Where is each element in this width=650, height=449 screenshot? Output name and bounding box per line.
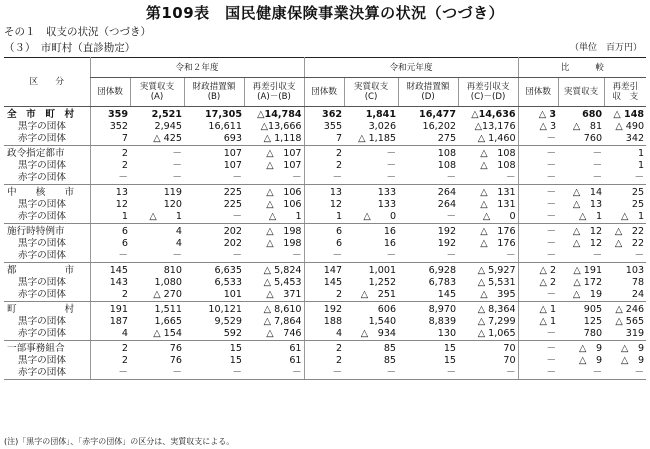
table-cell: △ 9 [621, 343, 645, 354]
table-cell: － [458, 367, 518, 380]
table-row [4, 355, 646, 367]
table-cell: － [344, 172, 398, 185]
table-cell: 2 [90, 341, 130, 356]
table-cell: － [130, 250, 184, 263]
table-cell: △ 5,531 [477, 277, 516, 288]
table-cell: △ 565 [615, 316, 645, 327]
table-cell: 4 [90, 328, 130, 341]
table-cell: 202 [223, 226, 242, 237]
table-cell: 592 [184, 328, 244, 341]
table-cell: 108 [437, 160, 457, 171]
table-cell: － [518, 367, 558, 380]
table-cell: △ 251 [344, 289, 398, 302]
header-fy-r1: 令和元年度 [304, 58, 518, 78]
table-row [4, 160, 646, 172]
table-cell: △ 1 [130, 211, 184, 224]
row-label: 赤字の団体 [4, 250, 90, 263]
row-label: 赤字の団体 [4, 328, 90, 341]
table-row [4, 277, 646, 289]
table-cell: 13 [90, 185, 130, 200]
table-cell: 120 [163, 199, 182, 210]
table-cell: 810 [163, 265, 182, 276]
header-actual-balance-a: 実質収支 (A) [130, 78, 184, 107]
table-cell: △13,176 [474, 121, 516, 132]
table-cell: － [184, 250, 244, 263]
table-cell: △ 9 [621, 355, 645, 366]
row-label: 政令指定都市 [7, 148, 65, 159]
table-cell: △ 148 [613, 109, 645, 120]
footnote: (注)「黒字の団体」、「赤字の団体」の区分は、実質収支による。 [4, 437, 235, 446]
header-fiscal-measure-b: 財政措置額 (B) [184, 78, 244, 107]
table-cell: △ 1 [244, 211, 304, 224]
header-count-r1: 団体数 [304, 78, 344, 107]
table-cell: 103 [625, 265, 645, 276]
table-cell: － [386, 160, 397, 171]
table-cell: △ 246 [615, 304, 645, 315]
table-cell: 4 [175, 226, 182, 237]
table-cell: △ 22 [614, 226, 645, 237]
table-cell: 147 [304, 263, 344, 278]
table-cell: 2 [304, 146, 344, 161]
table-cell: 61 [289, 343, 302, 354]
table-cell: － [184, 367, 244, 380]
table-cell: 1,511 [154, 304, 182, 315]
row-label: 施行時特例市 [7, 226, 65, 237]
table-cell: 76 [169, 343, 182, 354]
table-cell: 7 [90, 133, 130, 146]
table-cell: 192 [437, 226, 457, 237]
table-cell: △ 1 [604, 211, 646, 224]
table-cell: △ 0 [344, 211, 398, 224]
table-cell: － [458, 250, 518, 263]
row-label: 黒字の団体 [18, 238, 66, 249]
table-cell: 342 [604, 133, 646, 146]
row-label: 町 村 [7, 304, 75, 315]
row-label: 黒字の団体 [18, 277, 66, 288]
table-cell: 905 [583, 304, 603, 315]
table-cell: 108 [437, 148, 457, 159]
table-cell: － [90, 250, 130, 263]
table-row [4, 316, 646, 328]
table-cell: 680 [582, 109, 603, 120]
table-cell: △ 14 [572, 187, 603, 198]
table-cell: 70 [503, 343, 516, 354]
table-cell: － [90, 367, 130, 380]
table-cell: 15 [443, 343, 457, 354]
table-cell: △ 5,927 [477, 265, 516, 276]
table-cell: － [518, 133, 558, 146]
table-cell: △ 1,118 [244, 133, 304, 146]
header-actual-balance-c: 実質収支 (C) [344, 78, 398, 107]
table-cell: － [398, 172, 458, 185]
table-cell: △ 176 [480, 238, 516, 249]
table-cell: － [304, 250, 344, 263]
header-kubun: 区 分 [4, 58, 90, 107]
table-cell: 2 [90, 146, 130, 161]
table-cell: 7 [304, 133, 344, 146]
row-label: 黒字の団体 [18, 316, 66, 327]
table-cell: － [518, 211, 558, 224]
table-cell: － [558, 172, 604, 185]
table-cell: △ 2 [518, 263, 558, 278]
table-cell: － [558, 250, 604, 263]
table-cell: － [244, 172, 304, 185]
table-cell: △ 3 [518, 121, 558, 133]
table-cell: 1,841 [365, 109, 397, 120]
table-cell: 319 [604, 328, 646, 341]
table-cell: 275 [398, 133, 458, 146]
unit-label: （単位 百万円） [569, 43, 642, 53]
table-row [4, 367, 646, 380]
table-cell: － [344, 367, 398, 380]
table-cell: － [604, 172, 646, 185]
table-cell: △ 270 [130, 289, 184, 302]
table-cell: 352 [90, 121, 130, 133]
table-cell: △ 1,185 [344, 133, 398, 146]
table-cell: △ 7,864 [263, 316, 302, 327]
header-comparison: 比 較 [518, 58, 646, 78]
table-cell: 143 [90, 277, 130, 289]
header-count-diff: 団体数 [518, 78, 558, 107]
table-cell: 780 [558, 328, 604, 341]
table-cell: － [184, 211, 244, 224]
table-cell: 1 [90, 211, 130, 224]
table-cell: 6 [304, 238, 344, 250]
table-row [4, 263, 646, 278]
table-cell: △ 746 [244, 328, 304, 341]
subsection-subtitle: （３） 市町村（直診勘定） [4, 42, 136, 54]
table-cell: △ 1 [518, 302, 558, 317]
table-cell: 202 [223, 238, 242, 249]
table-cell: 15 [443, 355, 457, 366]
table-row [4, 328, 646, 341]
table-cell: － [518, 250, 558, 263]
table-cell: － [518, 172, 558, 185]
table-cell: 85 [383, 343, 397, 354]
table-cell: － [304, 172, 344, 185]
table-cell: 1 [304, 211, 344, 224]
table-cell: － [558, 367, 604, 380]
table-row [4, 133, 646, 146]
table-cell: 362 [304, 107, 344, 122]
table-cell: 10,121 [208, 304, 242, 315]
row-label: 黒字の団体 [18, 121, 66, 132]
table-cell: 355 [304, 121, 344, 133]
header-net-balance-ab: 再差引収支 (A)－(B) [244, 78, 304, 107]
table-cell: 1,001 [368, 265, 397, 276]
table-cell: 3,026 [368, 121, 397, 132]
table-cell: △ 22 [614, 238, 645, 249]
table-cell: △ 8,364 [477, 304, 516, 315]
table-cell: － [172, 160, 182, 171]
table-cell: △ 9 [579, 355, 603, 366]
table-cell: △ 154 [130, 328, 184, 341]
table-cell: － [344, 250, 398, 263]
table-cell: 4 [304, 328, 344, 341]
table-cell: △ 106 [266, 187, 302, 198]
table-cell: △ 425 [130, 133, 184, 146]
table-cell: △ 12 [572, 238, 603, 249]
table-row [4, 289, 646, 302]
table-cell: △ 108 [480, 160, 516, 171]
table-cell: － [398, 211, 458, 224]
table-cell: 359 [90, 107, 130, 122]
table-cell: △ 176 [480, 226, 516, 237]
table-cell: － [592, 160, 603, 171]
table-cell: △ 1,065 [458, 328, 518, 341]
table-cell: 6 [304, 224, 344, 239]
table-row [4, 172, 646, 185]
table-cell: 1 [637, 160, 645, 171]
table-cell: △ 2 [518, 277, 558, 289]
table-cell: 6 [90, 224, 130, 239]
table-cell: 145 [398, 289, 458, 302]
table-cell: 760 [558, 133, 604, 146]
table-cell: － [244, 367, 304, 380]
table-cell: 15 [229, 355, 242, 366]
table-cell: 16 [383, 226, 397, 237]
table-row [4, 224, 646, 239]
table-cell: △14,784 [257, 109, 302, 120]
table-cell: △ 107 [266, 160, 302, 171]
table-cell: 25 [631, 187, 645, 198]
table-cell: 693 [184, 133, 244, 146]
table-cell: 2 [90, 289, 130, 302]
table-cell: △ 1,460 [458, 133, 518, 146]
table-cell: △ 19 [558, 289, 604, 302]
table-cell: － [518, 185, 558, 200]
row-label: 赤字の団体 [4, 133, 90, 146]
table-cell: 1,080 [154, 277, 182, 288]
table-cell: 1,540 [368, 316, 397, 327]
table-cell: 133 [377, 199, 397, 210]
header-net-balance-cd: 再差引収支 (C)－(D) [458, 78, 518, 107]
table-cell: △ 191 [573, 265, 603, 276]
table-cell: △ 490 [615, 121, 645, 132]
table-cell: 107 [223, 160, 242, 171]
header-count-r2: 団体数 [90, 78, 130, 107]
table-cell: 4 [175, 238, 182, 249]
table-row [4, 107, 646, 122]
table-row [4, 341, 646, 356]
table-cell: 70 [503, 355, 516, 366]
table-cell: 8,970 [428, 304, 457, 315]
table-cell: △ 107 [266, 148, 302, 159]
header-actual-diff: 実質収支 [558, 78, 604, 107]
table-row [4, 185, 646, 200]
table-cell: － [398, 367, 458, 380]
table-cell: 1,252 [368, 277, 397, 288]
table-cell: 2,945 [154, 121, 182, 132]
header-net-diff: 再差引 収 支 [604, 78, 646, 107]
table-cell: 78 [631, 277, 645, 288]
table-cell: － [172, 148, 182, 159]
table-cell: － [304, 367, 344, 380]
table-cell: － [592, 148, 603, 159]
table-cell: 85 [383, 355, 397, 366]
table-cell: 15 [229, 343, 242, 354]
table-cell: － [184, 172, 244, 185]
row-label: 赤字の団体 [4, 172, 90, 185]
table-cell: 191 [90, 302, 130, 317]
table-cell: － [398, 250, 458, 263]
table-cell: △ 131 [480, 199, 516, 210]
table-cell: 61 [289, 355, 302, 366]
table-cell: 187 [90, 316, 130, 328]
table-cell: △ 395 [458, 289, 518, 302]
table-cell: 192 [304, 302, 344, 317]
table-row [4, 121, 646, 133]
table-cell: 101 [184, 289, 244, 302]
row-label: 赤字の団体 [4, 289, 90, 302]
table-cell: △ 0 [458, 211, 518, 224]
table-cell: 2 [304, 341, 344, 356]
page-title: 第109表 国民健康保険事業決算の状況（つづき） [145, 4, 505, 22]
table-cell: 192 [437, 238, 457, 249]
table-cell: 145 [90, 263, 130, 278]
table-cell: 119 [163, 187, 182, 198]
table-cell: － [604, 367, 646, 380]
header-fiscal-measure-d: 財政措置額 (D) [398, 78, 458, 107]
table-cell: － [518, 341, 558, 356]
table-cell: △ 5,453 [263, 277, 302, 288]
table-cell: － [518, 199, 558, 211]
row-label: 黒字の団体 [18, 160, 66, 171]
table-cell: 16,202 [422, 121, 457, 132]
row-label: 赤字の団体 [4, 211, 90, 224]
table-cell: － [518, 238, 558, 250]
table-cell: △ 7,299 [477, 316, 516, 327]
table-cell: △14,636 [471, 109, 516, 120]
table-cell: 188 [304, 316, 344, 328]
settlement-table [4, 57, 646, 380]
table-cell: － [518, 355, 558, 367]
table-cell: 25 [631, 199, 645, 210]
table-cell: 16 [383, 238, 397, 249]
table-cell: 2,521 [151, 109, 182, 120]
table-cell: 2 [304, 355, 344, 367]
table-cell: △ 198 [266, 238, 302, 249]
table-cell: △ 131 [480, 187, 516, 198]
table-row [4, 146, 646, 161]
table-cell: △13,666 [260, 121, 302, 132]
table-cell: △ 371 [244, 289, 304, 302]
table-cell: △ 1 [518, 316, 558, 328]
table-cell: 6,533 [214, 277, 242, 288]
table-cell: 8,839 [428, 316, 457, 327]
table-cell: 2 [90, 355, 130, 367]
row-label: 中 核 市 [7, 187, 75, 198]
table-cell: △ 13 [572, 199, 603, 210]
table-cell: 125 [583, 316, 603, 327]
table-row [4, 211, 646, 224]
table-cell: － [518, 289, 558, 302]
table-cell: △ 934 [344, 328, 398, 341]
row-label: 赤字の団体 [4, 367, 90, 380]
table-cell: － [90, 172, 130, 185]
table-cell: － [130, 367, 184, 380]
table-row [4, 199, 646, 211]
table-cell: 6 [90, 238, 130, 250]
table-cell: 264 [437, 199, 457, 210]
row-label: 都 市 [7, 265, 75, 276]
table-cell: 24 [604, 289, 646, 302]
table-cell: － [604, 250, 646, 263]
table-cell: △ 3 [518, 107, 558, 122]
table-cell: 13 [304, 185, 344, 200]
table-row [4, 238, 646, 250]
table-cell: 264 [437, 187, 457, 198]
table-cell: △ 8,610 [263, 304, 302, 315]
table-cell: 133 [377, 187, 397, 198]
table-cell: 107 [223, 148, 242, 159]
table-cell: △ 172 [573, 277, 603, 288]
table-cell: － [518, 146, 558, 161]
row-label: 一部事務組合 [7, 343, 65, 354]
table-cell: △ 108 [480, 148, 516, 159]
table-cell: 6,783 [428, 277, 457, 288]
row-label: 黒字の団体 [18, 199, 66, 210]
table-cell: － [130, 172, 184, 185]
table-cell: △ 1 [558, 211, 604, 224]
table-cell: 9,529 [214, 316, 242, 327]
table-cell: 225 [223, 199, 242, 210]
table-cell: － [458, 172, 518, 185]
table-cell: 130 [398, 328, 458, 341]
table-cell: 2 [304, 289, 344, 302]
table-cell: △ 12 [572, 226, 603, 237]
table-cell: 6,635 [214, 265, 242, 276]
table-cell: － [518, 224, 558, 239]
table-cell: 16,611 [208, 121, 242, 132]
table-cell: 6,928 [428, 265, 457, 276]
table-cell: △ 106 [266, 199, 302, 210]
table-cell: △ 81 [572, 121, 603, 132]
table-cell: 17,305 [204, 109, 242, 120]
header-fy-r2: 令和２年度 [90, 58, 304, 78]
table-cell: △ 9 [579, 343, 603, 354]
row-label: 黒字の団体 [18, 355, 66, 366]
table-cell: 2 [90, 160, 130, 172]
table-cell: △ 5,824 [263, 265, 302, 276]
table-cell: － [518, 160, 558, 172]
table-cell: 76 [169, 355, 182, 366]
table-cell: 225 [223, 187, 242, 198]
table-cell: 1 [637, 148, 645, 159]
table-cell: 606 [377, 304, 397, 315]
section-subtitle: その１ 収支の状況（つづき） [4, 26, 151, 38]
table-cell: △ 198 [266, 226, 302, 237]
table-row [4, 250, 646, 263]
table-cell: 12 [90, 199, 130, 211]
row-label: 全 市 町 村 [7, 109, 75, 120]
table-cell: － [386, 148, 397, 159]
table-cell: － [244, 250, 304, 263]
table-row [4, 302, 646, 317]
table-cell: 12 [304, 199, 344, 211]
table-cell: － [518, 328, 558, 341]
table-cell: 1,665 [154, 316, 182, 327]
table-cell: 2 [304, 160, 344, 172]
table-cell: 145 [304, 277, 344, 289]
table-cell: 16,477 [419, 109, 457, 120]
